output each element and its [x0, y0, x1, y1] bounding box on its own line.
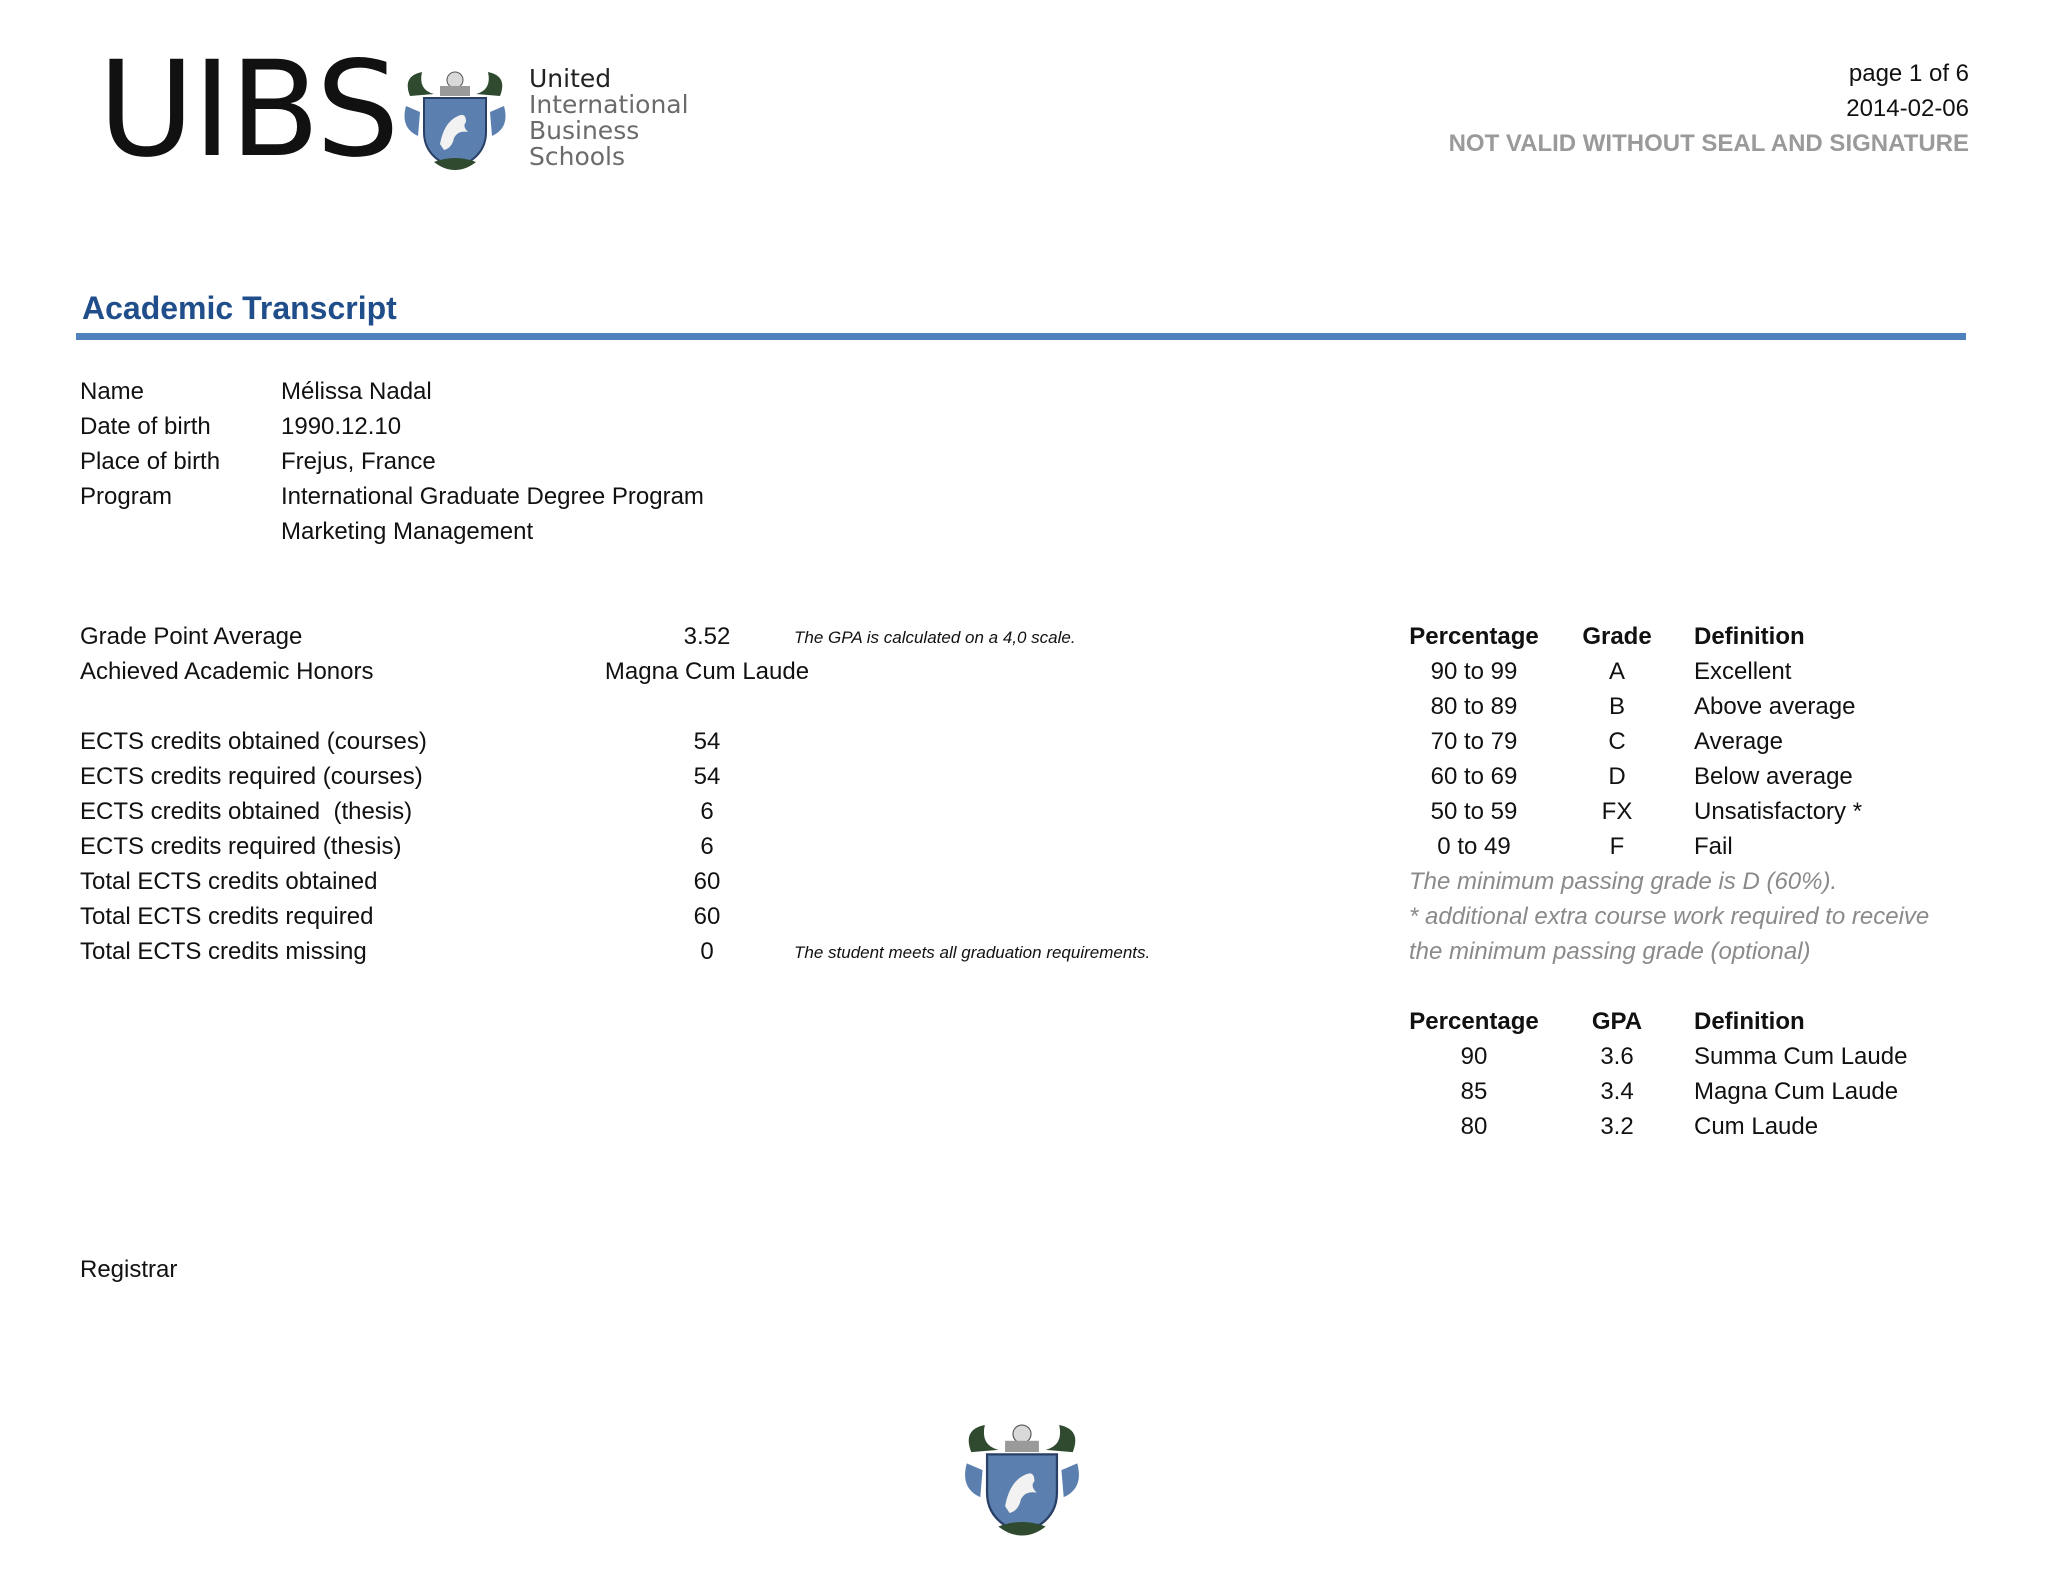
student-name-value: Mélissa Nadal — [281, 378, 432, 405]
honors-scale-cell: Cum Laude — [1694, 1113, 1819, 1140]
credits-label: ECTS credits obtained (thesis) — [80, 798, 413, 825]
honors-label: Achieved Academic Honors — [80, 658, 374, 685]
credits-label: ECTS credits required (thesis) — [80, 833, 402, 860]
grade-scale-header: Definition — [1694, 623, 1805, 650]
grade-scale-cell: FX — [1601, 798, 1633, 825]
credits-value: 54 — [693, 763, 721, 790]
program-specialization: Marketing Management — [281, 518, 534, 545]
honors-scale-cell: 3.4 — [1600, 1078, 1634, 1105]
uibs-logo-text: UIBS — [98, 33, 398, 187]
honors-scale-cell: Magna Cum Laude — [1694, 1078, 1899, 1105]
birth-date-value: 1990.12.10 — [281, 413, 402, 440]
credits-value: 0 — [700, 938, 714, 965]
honors-value: Magna Cum Laude — [604, 658, 810, 685]
grade-scale-cell: D — [1608, 763, 1626, 790]
grade-scale-cell: 0 to 49 — [1437, 833, 1511, 860]
program-value: International Graduate Degree Program — [281, 483, 704, 510]
org-name-line-3: Business — [529, 116, 640, 145]
credits-label: Total ECTS credits required — [80, 903, 374, 930]
credits-value: 6 — [700, 798, 714, 825]
grade-scale-cell: 50 to 59 — [1430, 798, 1518, 825]
honors-scale-cell: 85 — [1460, 1078, 1488, 1105]
credits-label: ECTS credits obtained (courses) — [80, 728, 427, 755]
grade-scale-cell: 80 to 89 — [1430, 693, 1518, 720]
page-title: Academic Transcript — [82, 290, 397, 326]
honors-scale-cell: 80 — [1460, 1113, 1488, 1140]
crest-logo-icon — [400, 66, 510, 172]
org-name-line-1: United — [529, 64, 612, 93]
grade-scale-cell: 70 to 79 — [1430, 728, 1518, 755]
honors-scale-cell: 3.6 — [1600, 1043, 1634, 1070]
grade-scale-cell: C — [1608, 728, 1626, 755]
grade-scale-cell: Below average — [1694, 763, 1853, 790]
grade-scale-cell: F — [1609, 833, 1625, 860]
credits-value: 60 — [693, 868, 721, 895]
grade-scale-cell: Excellent — [1694, 658, 1792, 685]
program-label: Program — [80, 483, 173, 510]
credits-label: Total ECTS credits obtained — [80, 868, 378, 895]
grade-scale-header: Grade — [1582, 623, 1652, 650]
honors-scale-header: GPA — [1591, 1008, 1643, 1035]
gpa-label: Grade Point Average — [80, 623, 303, 650]
birth-date-label: Date of birth — [80, 413, 211, 440]
page-number: page 1 of 6 — [1848, 60, 1969, 87]
honors-scale-cell: Summa Cum Laude — [1694, 1043, 1908, 1070]
grade-scale-note: * additional extra course work required to receive — [1409, 903, 1930, 930]
grade-scale-header: Percentage — [1409, 623, 1539, 650]
student-name-label: Name — [80, 378, 145, 405]
honors-scale-header: Definition — [1694, 1008, 1805, 1035]
grade-scale-note: the minimum passing grade (optional) — [1409, 938, 1811, 965]
grade-scale-cell: Average — [1694, 728, 1783, 755]
org-name-line-2: International — [529, 90, 689, 119]
footer-crest-icon — [960, 1418, 1084, 1538]
grade-scale-cell: 60 to 69 — [1430, 763, 1518, 790]
grade-scale-cell: Fail — [1694, 833, 1733, 860]
grade-scale-cell: 90 to 99 — [1430, 658, 1518, 685]
honors-scale-cell: 90 — [1460, 1043, 1488, 1070]
grade-scale-cell: B — [1608, 693, 1626, 720]
issue-date: 2014-02-06 — [1846, 95, 1969, 122]
validity-notice: NOT VALID WITHOUT SEAL AND SIGNATURE — [1448, 130, 1969, 157]
gpa-value: 3.52 — [683, 623, 731, 650]
credits-label: ECTS credits required (courses) — [80, 763, 423, 790]
birth-place-label: Place of birth — [80, 448, 221, 475]
org-name-line-4: Schools — [529, 142, 626, 171]
grade-scale-cell: Unsatisfactory * — [1694, 798, 1863, 825]
honors-scale-header: Percentage — [1409, 1008, 1539, 1035]
credits-value: 6 — [700, 833, 714, 860]
gpa-note: The GPA is calculated on a 4,0 scale. — [794, 628, 1076, 647]
honors-scale-cell: 3.2 — [1600, 1113, 1634, 1140]
credits-label: Total ECTS credits missing — [80, 938, 367, 965]
grade-scale-cell: A — [1608, 658, 1626, 685]
grade-scale-cell: Above average — [1694, 693, 1856, 720]
graduation-note: The student meets all graduation requirements. — [794, 943, 1151, 962]
credits-value: 60 — [693, 903, 721, 930]
title-divider — [76, 333, 1966, 340]
credits-value: 54 — [693, 728, 721, 755]
birth-place-value: Frejus, France — [281, 448, 436, 475]
grade-scale-note: The minimum passing grade is D (60%). — [1409, 868, 1838, 895]
registrar-label: Registrar — [80, 1256, 178, 1283]
